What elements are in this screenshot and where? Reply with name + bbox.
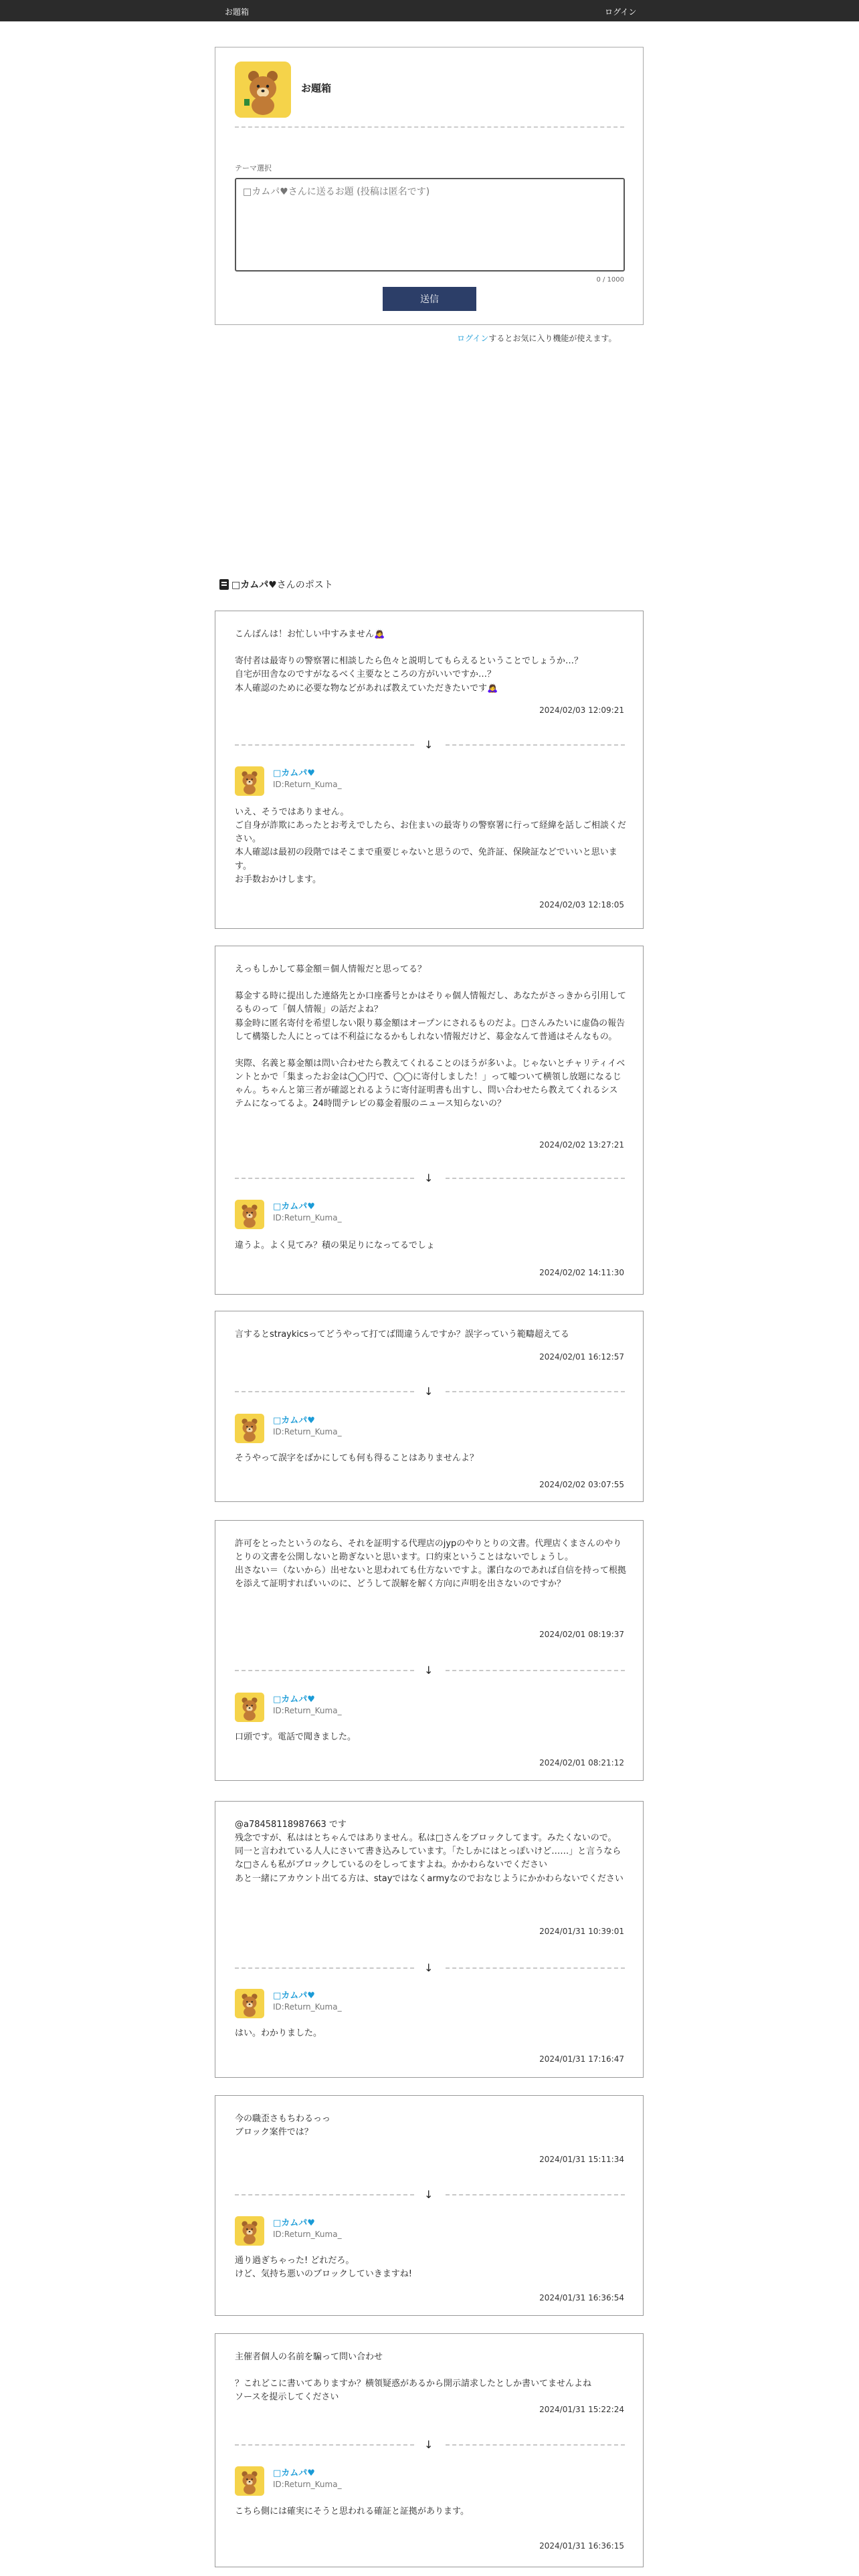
bear-icon (235, 2466, 264, 2496)
answer-separator (235, 1664, 625, 1677)
post-card (215, 1311, 644, 1502)
answer-separator (235, 1385, 625, 1398)
arrow-down-icon: ↓ (424, 1385, 434, 1398)
answer-avatar[interactable] (235, 2466, 264, 2496)
question-text: 今の職歪さもちわるっっ ブロック案件では？ (235, 2114, 331, 2138)
answer-text: いえ、そうではありません。 ご自身が詐欺にあったとお考えでしたら、お住まいの最寄りの警察署に行って経緯を話しご相談ください。 本人確認は最初の段階ではそこまで重要じゃないと思うので、免許証、保険証などでいいと思います。 お手数おかけします。 (235, 807, 626, 885)
posts-heading (219, 578, 333, 591)
question-text: こんばんは！お忙しい中すみません🙇‍♀️ 寄付者は最寄りの警察署に相談したら色々と説明してもらえるということでしょうか…？ 自宅が田舎なのですがなるべく主要なところの方がいいですか…？ 本人確認のために必要な物などがあれば教えていただきたいです🙇‍♀️ (235, 629, 583, 693)
char-counter: 0 / 1000 (596, 276, 624, 284)
question-text: 言するとstraykicsってどうやって打てば間違うんですか？誤字っていう範疇超えてる (235, 1329, 569, 1339)
post-card (215, 2095, 644, 2316)
answer-text: そうやって誤字をばかにしても何も得ることはありませんよ？ (235, 1453, 479, 1463)
answer-user-name[interactable]: □カムパ♥ (273, 1695, 315, 1705)
post-card (215, 1801, 644, 2078)
answer-avatar[interactable] (235, 2216, 264, 2246)
answer-text: はい。わかりました。 (235, 2028, 322, 2038)
login-note-text: するとお気に入り機能が使えます。 (488, 334, 617, 343)
answer-user-id: ID:Return_Kuma_ (273, 2480, 342, 2489)
question-text: @a78458118987663 です 残念ですが、私ははとちゃんではありません。私は□さんをブロックしてます。みたくないので。 同一と言われている人人にさいて書き込みしています。「たしかにはとっぽいけど……」と言うならな□さんも私がブロックしているのをしってますよね。かかわらないでください あと一緒にアカウント出てる方は、stayではなくarmyなのでおなじようにかかわらないでください (235, 1820, 624, 1884)
question-textarea[interactable] (235, 178, 625, 272)
arrow-down-icon: ↓ (424, 1961, 434, 1974)
answer-user-name[interactable]: □カムパ♥ (273, 2468, 315, 2478)
question-text: 許可をとったというのなら、それを証明する代理店のjypのやりとりの文書。代理店くまさんのやりとりの文書を公開しないと勘ぎないと思います。口約束ということはないでしょうし。 出さない＝（ないから）出せないと思われても仕方ないですよ。潔白なのであれば自信を持って根拠を添えて証明すればいいのに、どうして誤解を解く方向に声明を出さないのですか？ (235, 1539, 627, 1590)
bear-icon (235, 62, 291, 118)
question-text: えっもしかして募金額＝個人情報だと思ってる？ 募金する時に提出した連絡先とか口座番号とかはそりゃ個人情報だし、あなたがさっきから引用してるものって「個人情報」の話だよね？ 募金時に匿名寄付を希望しない限り募金額はオープンにされるものだよ。□さんみたいに虚偽の報告して構築した人にとっては不利益になるかもしれない情報だけど、募金なんて普通はそんなもの。 実際、名義と募金額は問い合わせたら教えてくれることのほうが多いよ。じゃないとチャリティイベントとかで「集まったお金は◯◯円で、◯◯に寄付しました！」って嘘ついて横領し放題になるじゃん。ちゃんと第三者が確認とれるように寄付証明書も出すし、問い合わせたら教えてくれるシステムになってるよ。24時間テレビの募金着服のニュース知らないの？ (235, 964, 627, 1109)
arrow-down-icon: ↓ (424, 1172, 434, 1184)
bear-icon (235, 2216, 264, 2246)
arrow-down-icon: ↓ (424, 2438, 434, 2451)
bear-icon (235, 1693, 264, 1722)
bear-icon (235, 1414, 264, 1443)
answer-timestamp: 2024/01/31 16:36:54 (539, 2293, 624, 2302)
answer-separator (235, 1172, 625, 1185)
answer-user-id: ID:Return_Kuma_ (273, 1213, 342, 1222)
arrow-down-icon: ↓ (424, 1664, 434, 1677)
answer-avatar[interactable] (235, 1200, 264, 1229)
site-brand-link[interactable]: お題箱 (225, 7, 250, 17)
arrow-down-icon: ↓ (424, 2188, 434, 2201)
answer-user-id: ID:Return_Kuma_ (273, 2002, 342, 2012)
question-timestamp: 2024/01/31 15:11:34 (539, 2155, 624, 2164)
answer-timestamp: 2024/01/31 16:36:15 (539, 2541, 624, 2551)
answer-text: 口頭です。電話で聞きました。 (235, 1732, 356, 1742)
arrow-down-icon: ↓ (424, 738, 434, 751)
answer-timestamp: 2024/01/31 17:16:47 (539, 2054, 624, 2064)
document-icon (219, 579, 229, 590)
login-note (457, 332, 616, 344)
answer-user-name[interactable]: □カムパ♥ (273, 768, 315, 778)
answer-separator (235, 2188, 625, 2202)
post-card (215, 2333, 644, 2567)
bear-icon (235, 1200, 264, 1229)
answer-separator (235, 1961, 625, 1975)
answer-text: こちら側には確実にそうと思われる確証と証拠があります。 (235, 2506, 469, 2516)
theme-select-label[interactable]: テーマ選択 (235, 164, 272, 173)
answer-timestamp: 2024/02/01 08:21:12 (539, 1758, 624, 1767)
post-card (215, 611, 644, 929)
answer-user-id: ID:Return_Kuma_ (273, 1427, 342, 1436)
answer-avatar[interactable] (235, 1693, 264, 1722)
question-text: 主催者個人の名前を騙って問い合わせ ？これどこに書いてありますか？横領疑惑があるから開示請求したとしか書いてませんよね ソースを提示してください (235, 2352, 592, 2403)
login-link[interactable]: ログイン (605, 7, 637, 17)
answer-timestamp: 2024/02/02 03:07:55 (539, 1480, 624, 1489)
question-timestamp: 2024/02/01 08:19:37 (539, 1630, 624, 1639)
question-form-card (215, 47, 644, 325)
question-timestamp: 2024/02/03 12:09:21 (539, 706, 624, 715)
answer-separator (235, 738, 625, 752)
posts-heading-suffix: さんのポスト (276, 580, 333, 591)
question-timestamp: 2024/02/02 13:27:21 (539, 1140, 624, 1150)
answer-timestamp: 2024/02/03 12:18:05 (539, 900, 624, 909)
top-nav-bar (0, 0, 859, 21)
answer-avatar[interactable] (235, 766, 264, 796)
answer-user-name[interactable]: □カムパ♥ (273, 2218, 315, 2228)
form-title: お題箱 (301, 82, 332, 94)
answer-user-id: ID:Return_Kuma_ (273, 780, 342, 789)
question-timestamp: 2024/01/31 15:22:24 (539, 2405, 624, 2414)
send-button[interactable]: 送信 (383, 287, 476, 311)
answer-text: 違うよ。よく見てみ？積の果足りになってるでしょ (235, 1241, 435, 1251)
login-note-link[interactable]: ログイン (457, 334, 489, 343)
bear-icon (235, 1989, 264, 2018)
answer-user-id: ID:Return_Kuma_ (273, 1706, 342, 1715)
answer-timestamp: 2024/02/02 14:11:30 (539, 1268, 624, 1277)
answer-user-name[interactable]: □カムパ♥ (273, 1416, 315, 1426)
posts-heading-name: □カムパ♥ (231, 580, 277, 591)
bear-icon (235, 766, 264, 796)
form-divider (235, 126, 624, 128)
post-card (215, 1520, 644, 1781)
answer-avatar[interactable] (235, 1989, 264, 2018)
answer-user-id: ID:Return_Kuma_ (273, 2230, 342, 2239)
answer-user-name[interactable]: □カムパ♥ (273, 1991, 315, 2001)
question-timestamp: 2024/01/31 10:39:01 (539, 1927, 624, 1936)
answer-user-name[interactable]: □カムパ♥ (273, 1202, 315, 1212)
answer-text: 通り過ぎちゃった! どれだろ。 けど、気持ち悪いのブロックしていきますね! (235, 2256, 412, 2280)
answer-separator (235, 2438, 625, 2452)
profile-avatar (235, 62, 291, 118)
question-timestamp: 2024/02/01 16:12:57 (539, 1352, 624, 1362)
post-card (215, 946, 644, 1295)
answer-avatar[interactable] (235, 1414, 264, 1443)
